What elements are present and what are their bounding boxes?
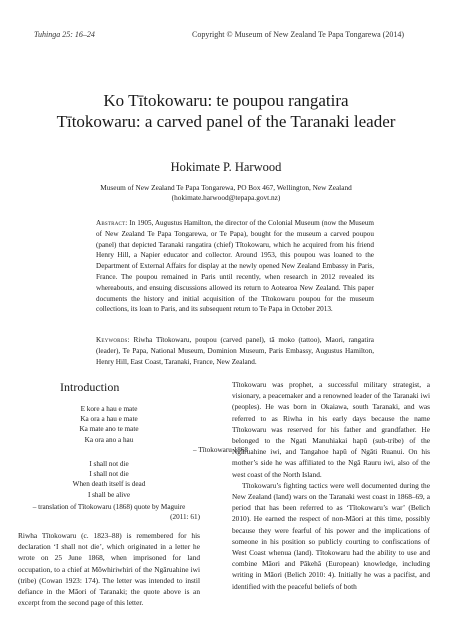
section-heading-introduction: Introduction — [60, 380, 120, 394]
copyright-notice: Copyright © Museum of New Zealand Te Papa Tongarewa (2014) — [192, 30, 404, 39]
body-paragraph: Riwha Tītokowaru (c. 1823–88) is remembered for his declaration ‘I shall not die’, which originated in a letter he wrote on 25 June 1868, when imprisoned for land occupation, to a chief at Mōwhiriwhiri of the Ngāruahine iwi (tribe) (Cowan 1923: 174). The letter was intended to instil defiance in the Māori of Taranaki; the quote above is an excerpt from the second page of this letter. — [18, 531, 200, 608]
verse-line: Ka ora a hau e mate — [80, 415, 138, 424]
title-english: Tītokowaru: a carved panel of the Taranaki leader — [56, 112, 396, 131]
keywords-text: Riwha Tītokowaru, poupou (carved panel), tā moko (tattoo), Maori, rangatira (leader), Te Papa, National Museum, Dominion Museum, Paris Embassy, Augustus Hamilton, Henry Hill, East Coast, Taranaki, France, New Zealand. — [96, 336, 374, 366]
body-paragraph: Tītokowaru’s fighting tactics were well documented during the New Zealand (land) wars on the Taranaki west coast in 1868–69, a period that has been referred to as ‘Tītokowaru’s war’ (Belich 2010). He earned the respect of non-Māori at this time, possibly because they were fearful of his power and the implications of someone in his position so publicly courting to confiscations of West Coast whenua (land). Tītokowaru had the ability to use and combine Māori and Pākehā (European) knowledge, including writing in Māori (Belich 2010: 4). Initially he was a pacifist, and identified with the peaceful beliefs of both — [232, 480, 430, 591]
author-affiliation: Museum of New Zealand Te Papa Tongarewa, PO Box 467, Wellington, New Zealand — [100, 183, 352, 192]
verse-line: I shall be alive — [87, 490, 131, 499]
verse-line: When death itself is dead — [72, 480, 146, 489]
abstract — [96, 218, 374, 315]
keywords-label: Keywords: — [96, 336, 130, 344]
author-name: Hokimate P. Harwood — [170, 160, 282, 174]
verse-english-credit-year: (2011: 61) — [170, 513, 200, 521]
body-column-left — [18, 530, 200, 608]
verse-line: Ka mate ano te mate — [79, 425, 139, 434]
title-maori: Ko Tītokowaru: te poupou rangatira — [103, 91, 349, 110]
author-email: (hokimate.harwood@tepapa.govt.nz) — [171, 193, 281, 202]
journal-citation: Tuhinga 25: 16–24 — [34, 30, 95, 39]
verse-line: Ka ora ano a hau — [84, 435, 134, 444]
verse-line: I shall not die — [89, 460, 129, 468]
body-paragraph: Tītokowaru was prophet, a successful military strategist, a visionary, a peacemaker and a renowned leader of the Taranaki iwi (peoples). He was born in Okaiawa, south Taranaki, and was referred to as Riwha in his early days because the name Tītokowaru was reserved for his father and grandfather. He belonged to the Ngati Manuhiakai hapū (sub-tribe) of the Ngāruahine iwi, and Tangahoe hapū of Ngāti Ruanui. On his mother’s side he was affiliated to the Ngā Rauru iwi, also of the west coast of the North Island. — [232, 380, 430, 479]
verse-line: I shall not die — [89, 470, 129, 479]
body-column-right — [232, 379, 430, 592]
verse-maori — [18, 404, 200, 445]
abstract-text: In 1905, Augustus Hamilton, the director of the Colonial Museum (now the Museum of New Zealand Te Papa Tongarewa, or Te Papa), bought for the museum a carved poupou (panel) that depicted Taranaki rangatira (chief) Tītokowaru, which he acquired from his friend Henry Hill, a Napier educator and collector. Around 1953, this poupou was loaned to the Department of External Affairs for display at the newly opened New Zealand Embassy in Paris, France. The poupou remained in Paris until recently, when research in 2012 revealed its whereabouts, and ensuing discussions allowed its return to Aotearoa New Zealand. This paper documents the history and initial acquisition of the Tītokowaru poupou for the museum collections, its loan to Paris, and its subsequent return to Te Papa in October 2013. — [96, 219, 374, 314]
verse-line: E kore a hau e mate — [80, 405, 138, 413]
verse-maori-credit: – Tītokowaru 1868 — [193, 446, 248, 454]
keywords — [96, 335, 374, 367]
verse-english — [18, 459, 200, 500]
verse-english-credit: – translation of Tītokowaru (1868) quote by Maguire — [32, 503, 186, 511]
abstract-label: Abstract: — [96, 219, 128, 227]
